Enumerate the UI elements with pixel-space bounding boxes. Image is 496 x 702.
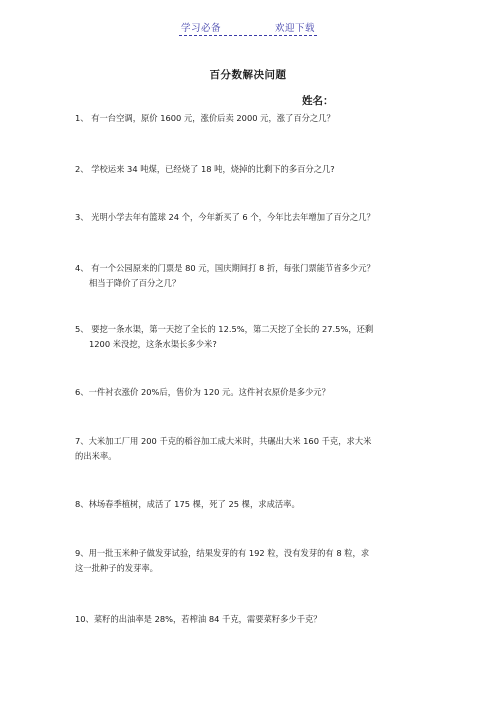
question-3: [75, 210, 435, 225]
question-10-text: 10、菜籽的出油率是 28%，若榨油 84 千克，需要菜籽多少千克？: [75, 614, 322, 624]
question-2-text: 2、 学校运来 34 吨煤，已经烧了 18 吨，烧掉的比剩下的多百分之几?: [75, 164, 335, 174]
question-5-text: 5、 要挖一条水渠，第一天挖了全长的 12.5%，第二天挖了全长的 27.5%，还剩: [75, 324, 374, 334]
page-title: 百分数解决问题: [209, 69, 287, 81]
header-left-text: 学习必备: [180, 23, 221, 34]
question-4-text: 4、 有一个公园原来的门票是 80 元，国庆期间打 8 折，每张门票能节省多少元？: [75, 263, 375, 273]
question-7: [75, 434, 435, 464]
page-header: [0, 20, 496, 36]
question-6: [75, 385, 435, 400]
question-5: [75, 322, 435, 352]
question-10: [75, 612, 435, 627]
question-9-text: 9、用一批玉米种子做发芽试验，结果发芽的有 192 粒，没有发芽的有 8 粒，求: [75, 548, 370, 558]
question-4-continuation: 相当于降价了百分之几？: [89, 278, 181, 288]
name-label: 姓名：: [302, 95, 334, 107]
question-2: [75, 162, 435, 177]
question-9-continuation: 这一批种子的发芽率。: [75, 563, 158, 573]
question-5-continuation: 1200 米没挖，这条水渠长多少米?: [89, 339, 217, 349]
question-9: [75, 546, 435, 576]
question-8: [75, 497, 435, 512]
question-8-text: 8、林场春季植树，成活了 175 棵，死了 25 棵，求成活率。: [75, 499, 300, 509]
question-7-text: 7、大米加工厂用 200 千克的稻谷加工成大米时，共碾出大米 160 千克，求大米: [75, 436, 372, 446]
header-right-text: 欢迎下载: [275, 23, 316, 34]
question-3-text: 3、 光明小学去年有篮球 24 个，今年新买了 6 个，今年比去年增加了百分之几？: [75, 212, 375, 222]
question-7-continuation: 的出米率。: [75, 451, 117, 461]
question-4: [75, 261, 435, 291]
header-banner: [179, 20, 317, 36]
question-1-text: 1、 有一台空调，原价 1600 元，涨价后卖 2000 元，涨了百分之几？: [75, 113, 335, 123]
question-6-text: 6、一件衬衣涨价 20%后，售价为 120 元。这件衬衣原价是多少元？: [75, 387, 330, 397]
question-1: [75, 111, 435, 126]
